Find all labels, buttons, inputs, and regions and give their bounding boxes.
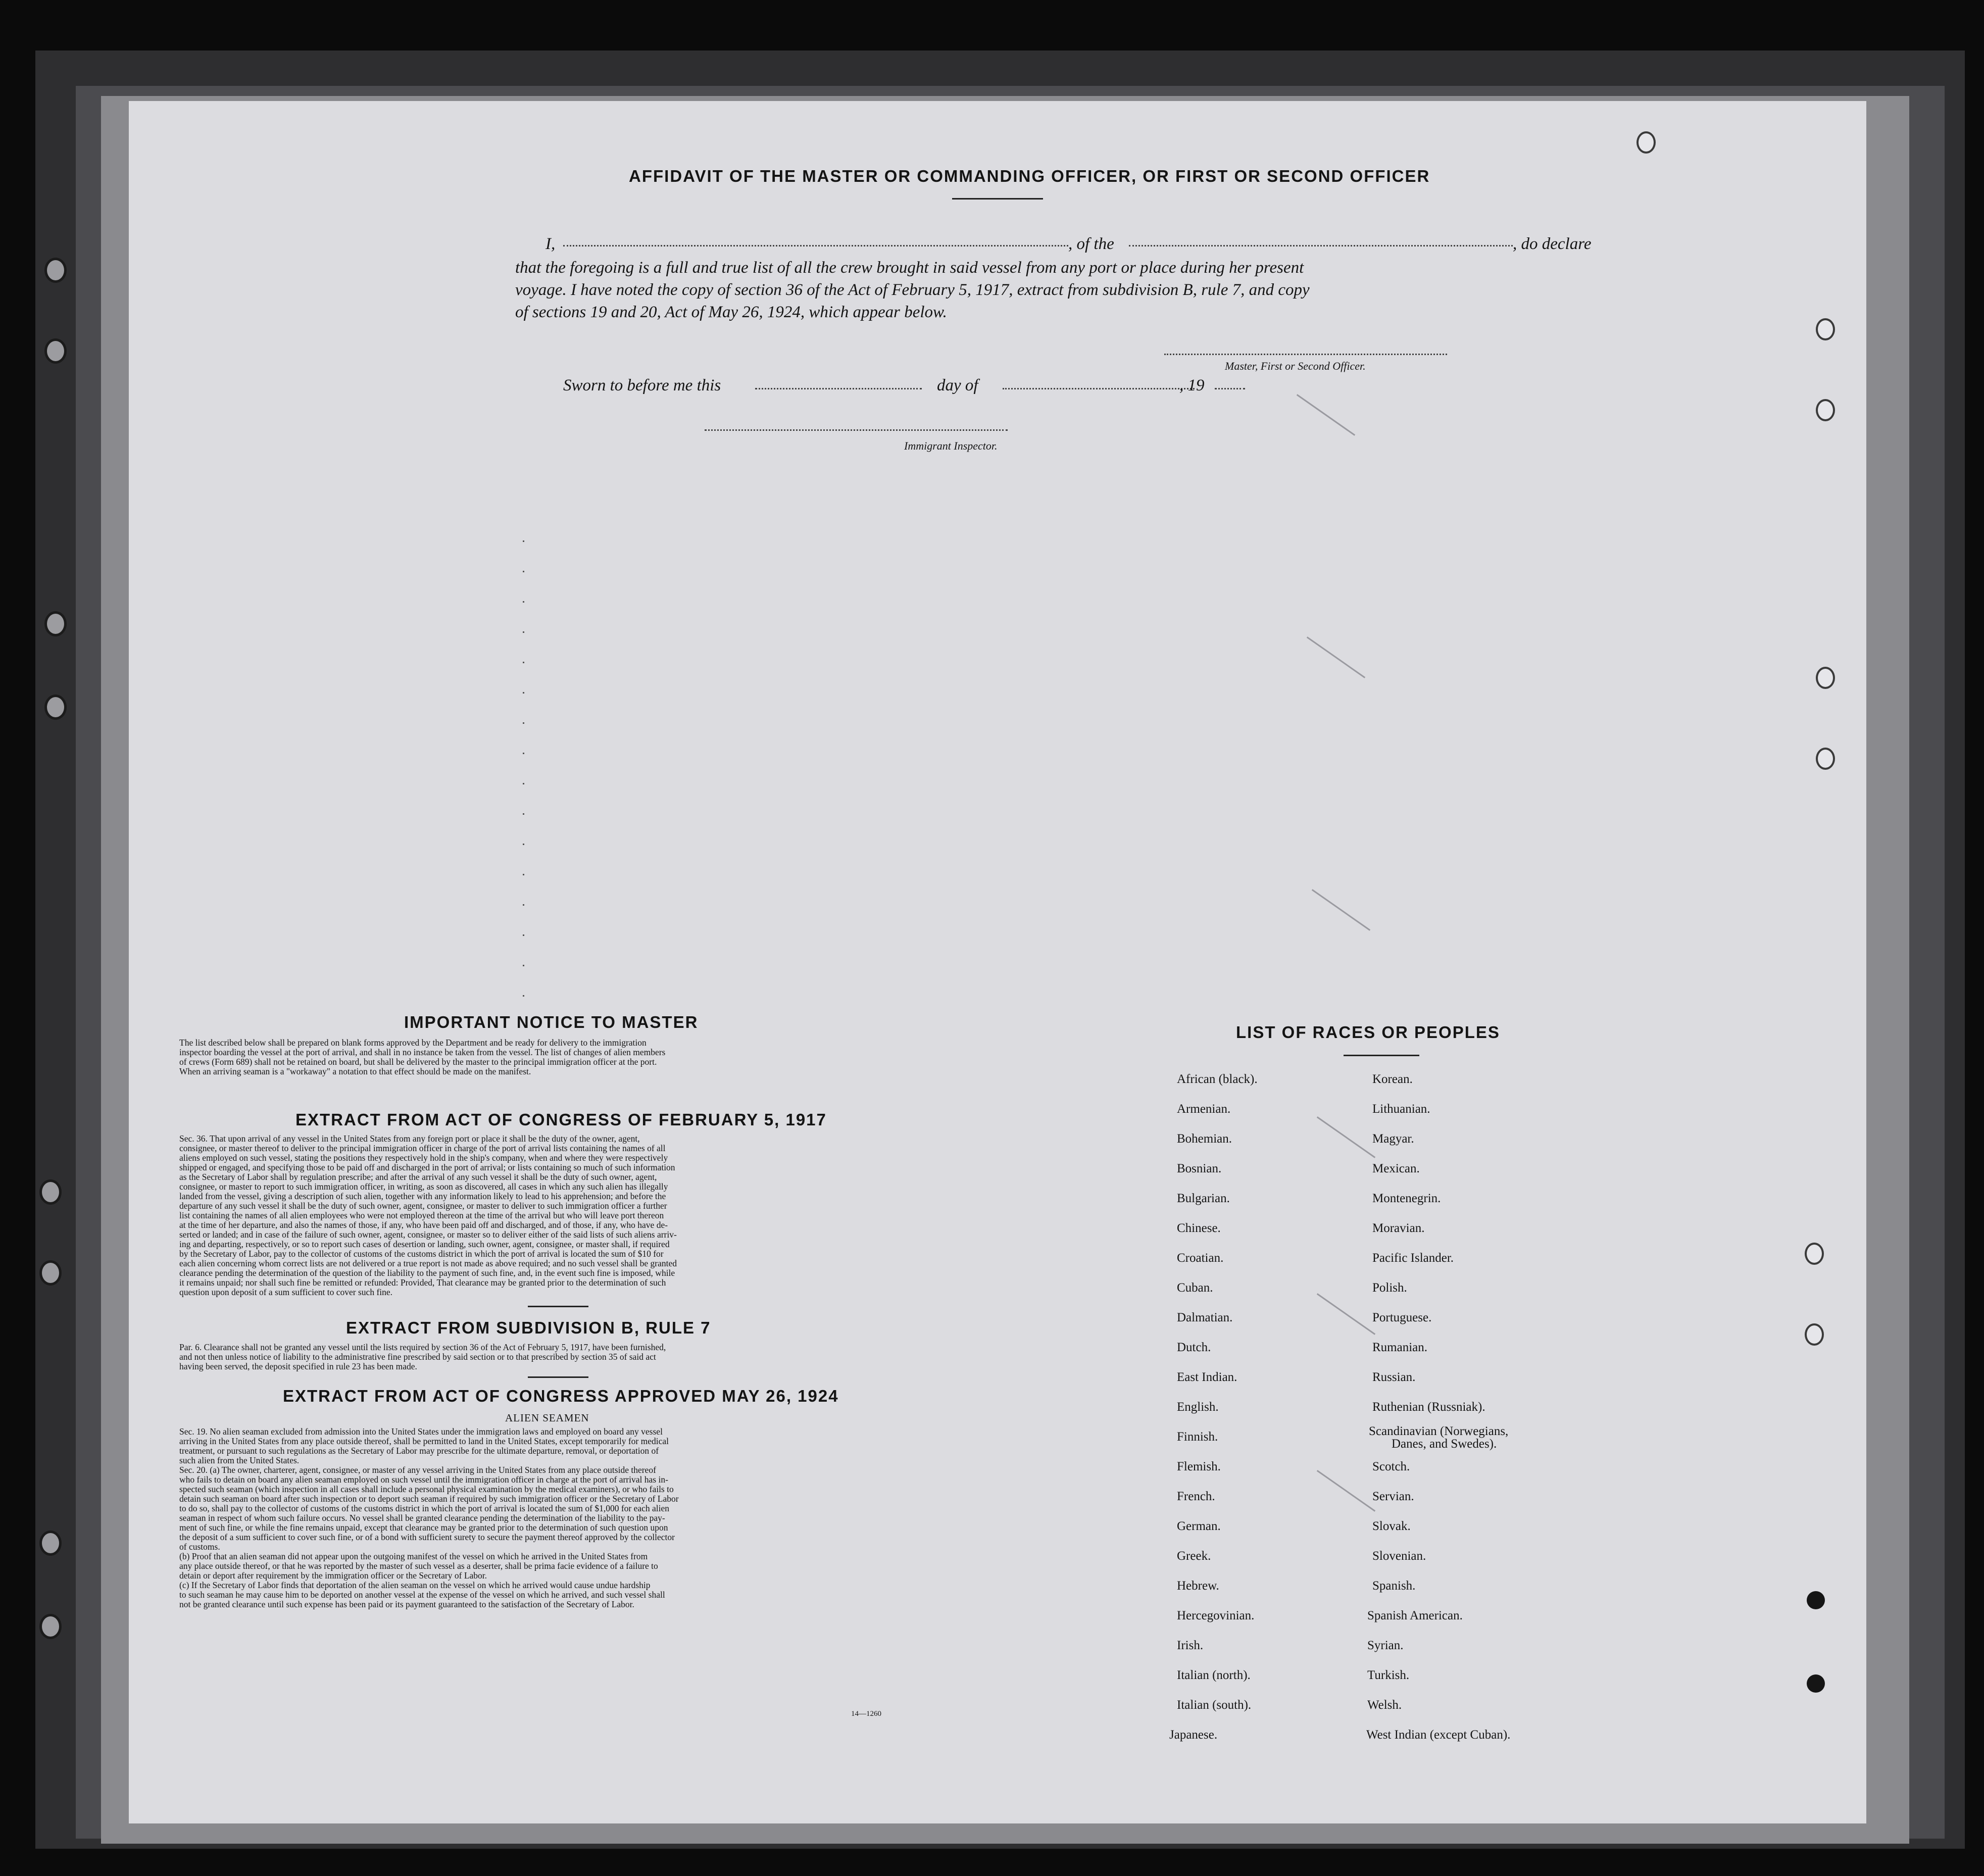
affidavit-of-the: , of the	[1068, 235, 1114, 253]
race-right: Scandinavian (Norwegians,	[1369, 1424, 1509, 1438]
punch-hole	[1805, 1323, 1824, 1346]
extract-line: any place outside thereof, or that he was reported by the master of such vessel as a deserter, shall be prima facie evidence of a failure to	[179, 1561, 658, 1571]
race-left: Bulgarian.	[1177, 1192, 1230, 1205]
tick-mark	[523, 995, 524, 997]
day-of-label: day of	[937, 376, 978, 394]
tick-mark	[523, 844, 524, 845]
tick-mark	[523, 783, 524, 784]
race-right: Rumanian.	[1372, 1341, 1428, 1354]
race-left: Dalmatian.	[1177, 1311, 1233, 1324]
affidavit-line-3: voyage. I have noted the copy of section 36 of the Act of February 5, 1917, extract from subdivision B, rule 7, and copy	[515, 281, 1310, 299]
binder-hole	[39, 1614, 62, 1639]
race-right: Servian.	[1372, 1490, 1414, 1503]
extract-line: landed from the vessel, giving a description of such alien, together with any information likely to lead to his apprehension; and before the	[179, 1191, 666, 1201]
punch-hole	[1636, 131, 1656, 154]
section-rule	[528, 1306, 588, 1307]
race-left: French.	[1177, 1490, 1215, 1503]
race-left: Bosnian.	[1177, 1162, 1222, 1175]
pencil-mark	[1307, 636, 1365, 678]
notice-title: IMPORTANT NOTICE TO MASTER	[404, 1013, 699, 1031]
sworn-day-blank[interactable]	[755, 388, 922, 389]
extract-line: at the time of her departure, and also the names of those, if any, who have been paid off and discharged, and of those, if any, who have de-	[179, 1220, 668, 1230]
race-left: Italian (north).	[1177, 1668, 1251, 1682]
race-right: Polish.	[1372, 1281, 1407, 1295]
race-right: Scotch.	[1372, 1460, 1410, 1473]
punch-hole	[1816, 318, 1835, 340]
binder-hole	[44, 611, 67, 636]
sworn-month-blank[interactable]	[1003, 388, 1195, 389]
tick-mark	[523, 540, 524, 542]
race-right: Welsh.	[1367, 1698, 1402, 1712]
tick-mark	[523, 631, 524, 633]
race-left: English.	[1177, 1400, 1219, 1414]
year-prefix: , 19	[1179, 376, 1205, 394]
subdivision-text	[179, 1343, 977, 1371]
extract-line: departure of any such vessel it shall be the duty of such owner, agent, consignee, or master to deliver to such immigration officer a further	[179, 1201, 667, 1211]
tick-mark	[523, 692, 524, 694]
punch-hole	[1816, 667, 1835, 689]
race-left: Armenian.	[1177, 1102, 1231, 1116]
pencil-mark	[1317, 1116, 1375, 1158]
tick-mark	[523, 722, 524, 724]
sworn-year-blank[interactable]	[1215, 388, 1245, 389]
race-left: African (black).	[1177, 1072, 1258, 1086]
extract-line: spected such seaman (which inspection in all cases shall include a personal physical examination by the medical examiners), or who fails to	[179, 1484, 674, 1494]
race-right: Pacific Islander.	[1372, 1251, 1454, 1265]
tick-mark	[523, 904, 524, 906]
race-left: Dutch.	[1177, 1341, 1211, 1354]
extract-line: serted or landed; and in case of the failure of such owner, agent, consignee, or master so to deliver either of the said lists of such aliens arriv-	[179, 1229, 677, 1240]
inspector-label: Immigrant Inspector.	[904, 439, 998, 452]
extract-line: to do so, shall pay to the collector of customs of the customs district in which the port of arrival is located the sum of $1,000 for each alien	[179, 1503, 670, 1513]
alien-seamen-subtitle: ALIEN SEAMEN	[505, 1412, 589, 1424]
notice-line: When an arriving seaman is a "workaway" a notation to that effect should be made on the manifest.	[179, 1066, 531, 1076]
race-left: East Indian.	[1177, 1370, 1237, 1384]
inspector-signature-line[interactable]	[705, 429, 1008, 431]
punch-hole	[1805, 1243, 1824, 1265]
binder-hole	[39, 1531, 62, 1556]
tick-mark	[523, 662, 524, 663]
race-left: Hebrew.	[1177, 1579, 1219, 1593]
extract-line: Sec. 19. No alien seaman excluded from admission into the United States under the immigration laws and employed on board any vessel	[179, 1426, 663, 1437]
extract-line: Sec. 20. (a) The owner, charterer, agent, consignee, or master of any vessel arriving in the United States from any place outside thereof	[179, 1465, 656, 1475]
name-blank[interactable]	[563, 245, 1068, 246]
extract-line: as the Secretary of Labor shall by regulation prescribe; and after the arrival of any such vessel it shall be the duty of such owner, agent,	[179, 1172, 657, 1182]
notice-line: The list described below shall be prepared on blank forms approved by the Department and be ready for delivery to the immigration	[179, 1038, 647, 1048]
race-right: Mexican.	[1372, 1162, 1420, 1175]
extract-line: it remains unpaid; nor shall such fine be remitted or refunded: Provided, That clearance may be granted prior to the determination of such	[179, 1277, 666, 1288]
extract-line: (c) If the Secretary of Labor finds that deportation of the alien seaman on the vessel on which he arrived would cause undue hardship	[179, 1580, 651, 1590]
pencil-mark	[1317, 1470, 1375, 1512]
subdivision-line: having been served, the deposit specified in rule 23 has been made.	[179, 1361, 417, 1371]
extract-line: who fails to detain on board any alien seaman employed on such vessel until the immigration officer in charge at the port of arrival has in-	[179, 1474, 668, 1485]
tick-mark	[523, 753, 524, 754]
race-right-continuation: Danes, and Swedes).	[1392, 1437, 1497, 1451]
races-title-rule	[1344, 1055, 1419, 1056]
subdivision-line: and not then unless notice of liability to the administrative fine prescribed by said section or to that prescribed by section 35 of said act	[179, 1352, 656, 1362]
race-right: Lithuanian.	[1372, 1102, 1430, 1116]
race-right: Portuguese.	[1372, 1311, 1432, 1324]
extract-line: clearance pending the determination of the question of the liability to the payment of such fine, and, in the event such fine is imposed, while	[179, 1268, 675, 1278]
section-rule	[528, 1376, 588, 1378]
pencil-mark	[1317, 1293, 1375, 1335]
extract-line: treatment, or pursuant to such regulations as the Secretary of Labor may prescribe for the ultimate departure, removal, or deportation of	[179, 1446, 659, 1456]
affidavit-line-2: that the foregoing is a full and true list of all the crew brought in said vessel from any port or place during her present	[515, 259, 1304, 277]
extract-line: seaman in respect of whom such failure occurs. No vessel shall be granted clearance pending the determination of the liability to the pay-	[179, 1513, 665, 1523]
race-left: German.	[1177, 1519, 1221, 1533]
race-left: Italian (south).	[1177, 1698, 1252, 1712]
extract-line: consignee, or master to report to such immigration officer, in writing, as soon as discovered, all cases in which any such alien has illegally	[179, 1181, 668, 1192]
extract-line: shipped or engaged, and specifying those to be paid off and discharged in the port of arrival; or lists containing so much of such information	[179, 1162, 675, 1172]
affidavit-i: I,	[545, 235, 556, 253]
officer-label: Master, First or Second Officer.	[1225, 360, 1366, 372]
extract-line: arriving in the United States from any place outside thereof, shall be permitted to land in the United States, except temporarily for medical	[179, 1436, 669, 1446]
affidavit-line-4: of sections 19 and 20, Act of May 26, 1924, which appear below.	[515, 303, 947, 321]
race-left: Irish.	[1177, 1639, 1204, 1652]
title-rule	[952, 198, 1043, 200]
race-right: Korean.	[1372, 1072, 1413, 1086]
pencil-mark	[1312, 889, 1370, 931]
race-right: West Indian (except Cuban).	[1366, 1728, 1511, 1742]
tick-mark	[523, 813, 524, 815]
race-left: Japanese.	[1169, 1728, 1218, 1742]
extract-line: consignee, or master thereof to deliver to the principal immigration officer in charge of the port of arrival lists containing the names of all	[179, 1143, 666, 1153]
manifest-page	[129, 101, 1866, 1823]
extract-1917-text	[179, 1134, 977, 1297]
officer-signature-line[interactable]	[1164, 354, 1447, 355]
tick-mark	[523, 934, 524, 936]
tick-mark	[523, 874, 524, 875]
tick-mark	[523, 601, 524, 603]
notice-line: inspector boarding the vessel at the port of arrival, and shall in no instance be taken from the vessel. The list of changes of alien members	[179, 1047, 666, 1057]
affidavit-title: AFFIDAVIT OF THE MASTER OR COMMANDING OFFICER, OR FIRST OR SECOND OFFICER	[629, 167, 1430, 185]
extract-1924-text	[179, 1427, 977, 1609]
binder-hole	[44, 338, 67, 364]
races-title: LIST OF RACES OR PEOPLES	[1236, 1023, 1500, 1042]
subdivision-title: EXTRACT FROM SUBDIVISION B, RULE 7	[346, 1318, 711, 1337]
binder-hole	[44, 258, 67, 283]
race-right: Russian.	[1372, 1370, 1416, 1384]
extract-1924-title: EXTRACT FROM ACT OF CONGRESS APPROVED MAY 26, 1924	[283, 1387, 839, 1405]
extract-line: question upon deposit of a sum sufficient to cover such fine.	[179, 1287, 393, 1297]
form-number: 14—1260	[851, 1710, 881, 1718]
race-right: Syrian.	[1367, 1639, 1404, 1652]
race-right: Ruthenian (Russniak).	[1372, 1400, 1485, 1414]
race-left: Flemish.	[1177, 1460, 1221, 1473]
extract-line: detain or deport after requirement by the immigration officer or the Secretary of Labor.	[179, 1570, 487, 1581]
race-left: Finnish.	[1177, 1430, 1218, 1444]
race-left: Hercegovinian.	[1177, 1609, 1255, 1622]
notice-line: of crews (Form 689) shall not be retained on board, but shall be delivered by the master to the principal immigration officer at the port.	[179, 1057, 657, 1067]
binder-hole	[44, 695, 67, 720]
extract-line: of customs.	[179, 1542, 220, 1552]
extract-line: aliens employed on such vessel, stating the positions they respectively hold in the ship's company, when and where they were respectively	[179, 1153, 668, 1163]
extract-line: each alien concerning whom correct lists are not delivered or a true report is not made as above required; and no such vessel shall be granted	[179, 1258, 677, 1268]
extract-line: such alien from the United States.	[179, 1455, 300, 1465]
race-left: Greek.	[1177, 1549, 1211, 1563]
extract-line: Sec. 36. That upon arrival of any vessel in the United States from any foreign port or place it shall be the duty of the owner, agent,	[179, 1133, 640, 1144]
race-right: Turkish.	[1367, 1668, 1410, 1682]
tick-mark	[523, 571, 524, 572]
race-right: Slovenian.	[1372, 1549, 1426, 1563]
race-left: Cuban.	[1177, 1281, 1213, 1295]
race-left: Chinese.	[1177, 1221, 1221, 1235]
pencil-mark	[1297, 394, 1355, 436]
race-left: Croatian.	[1177, 1251, 1224, 1265]
race-right: Spanish American.	[1367, 1609, 1463, 1622]
extract-line: detain such seaman on board after such inspection or to deport such seaman if required by such immigration officer or the Secretary of Labor	[179, 1494, 679, 1504]
extract-line: to such seaman he may cause him to be deported on another vessel at the expense of the vessel on which he arrived, and such vessel shall	[179, 1590, 665, 1600]
race-right: Montenegrin.	[1372, 1192, 1441, 1205]
affidavit-declare: , do declare	[1513, 235, 1592, 253]
race-right: Spanish.	[1372, 1579, 1416, 1593]
race-left: Bohemian.	[1177, 1132, 1232, 1146]
subdivision-line: Par. 6. Clearance shall not be granted any vessel until the lists required by section 36 of the Act of February 5, 1917, have been furnished,	[179, 1342, 666, 1352]
tick-mark	[523, 965, 524, 966]
vessel-blank[interactable]	[1129, 245, 1513, 246]
notice-text	[179, 1038, 977, 1076]
extract-line: by the Secretary of Labor, pay to the collector of customs of the customs district in which the port of arrival is located the sum of $10 for	[179, 1249, 664, 1259]
binder-hole	[39, 1179, 62, 1205]
race-right: Magyar.	[1372, 1132, 1414, 1146]
punch-hole	[1816, 748, 1835, 770]
extract-line: ment of such fine, or while the fine remains unpaid, except that clearance may be granted prior to the determination of such question upon	[179, 1522, 668, 1533]
extract-line: ing and departing, respectively, or so to report such cases of desertion or landing, such owner, agent, consignee, or master shall, if required	[179, 1239, 670, 1249]
punch-hole	[1816, 399, 1835, 421]
extract-line: not be granted clearance until such expense has been paid or its payment guaranteed to the satisfaction of the Secretary of Labor.	[179, 1599, 634, 1609]
extract-line: (b) Proof that an alien seaman did not appear upon the outgoing manifest of the vessel on which he arrived in the United States from	[179, 1551, 648, 1561]
extract-1917-title: EXTRACT FROM ACT OF CONGRESS OF FEBRUARY 5, 1917	[295, 1110, 827, 1129]
race-right: Slovak.	[1372, 1519, 1411, 1533]
extract-line: list containing the names of all alien employees who were not employed thereon at the time of the arrival but who will leave port thereon	[179, 1210, 664, 1220]
extract-line: the deposit of a sum sufficient to cover such fine, or of a bond with sufficient surety to secure the payment thereof approved by the collector	[179, 1532, 675, 1542]
punch-hole	[1807, 1591, 1825, 1609]
sworn-label: Sworn to before me this	[563, 376, 721, 394]
punch-hole	[1807, 1674, 1825, 1693]
race-right: Moravian.	[1372, 1221, 1425, 1235]
binder-hole	[39, 1260, 62, 1286]
